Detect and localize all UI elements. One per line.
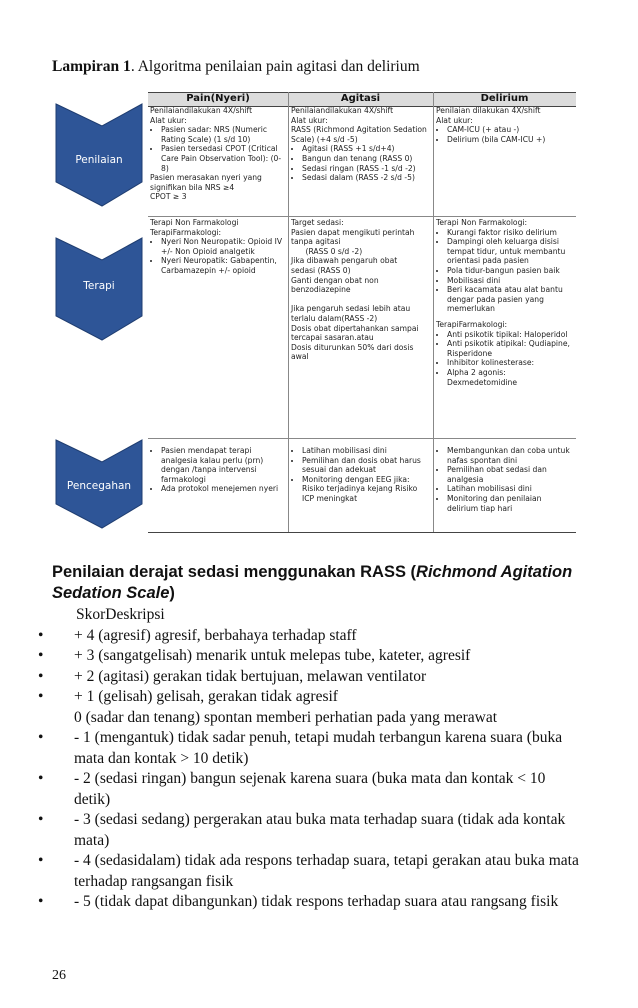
list-item: • Pemilihan dan dosis obat harus sesuai dan adekuat — [302, 456, 431, 475]
bullet-list — [436, 446, 574, 513]
cell-terapi-agitasi — [291, 218, 431, 362]
header-delirium: Delirium — [480, 93, 529, 104]
row-label-pencegahan: Pencegahan — [66, 480, 132, 492]
list-item: • Ada protokol menejemen nyeri — [161, 484, 286, 494]
page-number: 26 — [52, 968, 66, 983]
text-line: Target sedasi: — [291, 218, 344, 227]
list-item-text: + 4 (agresif) agresif, berbahaya terhadap staff — [74, 626, 357, 644]
text-line: (RASS 0 s/d -2) — [291, 246, 363, 256]
list-item: • Nyeri Neuropatik: Gabapentin, Carbamazepin +/- opioid — [161, 256, 286, 275]
list-item-text: - 3 (sedasi sedang) pergerakan atau buka mata terhadap suara (tidak ada kontak mata) — [74, 811, 566, 849]
section-title — [52, 562, 582, 604]
text-line: Pasien dapat mengikuti perintah — [291, 227, 415, 237]
list-item — [36, 851, 581, 892]
list-item: • CAM-ICU (+ atau -) — [447, 125, 574, 135]
text-line: Alat ukur: — [291, 115, 328, 125]
list-item: • Alpha 2 agonis: Dexmedetomidine — [447, 368, 574, 387]
list-item-text: + 3 (sangatgelisah) menarik untuk melepas tube, kateter, agresif — [74, 647, 471, 664]
text-line: terlalu dalam(RASS -2) — [291, 313, 378, 323]
row-divider — [148, 216, 576, 217]
text-line: Dosis obat dipertahankan sampai — [291, 323, 419, 333]
list-item: • Sedasi dalam (RASS -2 s/d -5) — [302, 173, 431, 183]
bullet: • — [38, 688, 44, 705]
list-item-text: - 2 (sedasi ringan) bangun sejenak karena suara (buka mata dan kontak < 10 detik) — [74, 770, 546, 808]
rass-header-text: SkorDeskripsi — [76, 606, 165, 623]
text-line: CPOT ≥ 3 — [150, 192, 187, 202]
text-line: benzodiazepine — [291, 285, 351, 295]
bullet-list — [150, 446, 286, 494]
cell-penilaian-agitasi — [291, 106, 431, 183]
list-item — [36, 667, 581, 688]
header-pain: Pain(Nyeri) — [186, 93, 250, 104]
bullet: • — [38, 647, 44, 664]
list-item — [36, 810, 581, 851]
section-title-italic: Richmond Agitation Sedation Scale — [52, 563, 573, 602]
text-line: tanpa agitasi — [291, 237, 341, 247]
section-title-part: ) — [169, 584, 175, 602]
list-item: • Pola tidur-bangun pasien baik — [447, 266, 574, 276]
row-divider — [148, 438, 576, 439]
text-line: Penilaiandilakukan 4X/shift — [291, 106, 394, 115]
list-item-text: - 5 (tidak dapat dibangunkan) tidak respons terhadap suara atau rangsang fisik — [74, 893, 559, 910]
cell-penilaian-pain — [150, 106, 286, 202]
list-item: • Nyeri Non Neuropatik: Opioid IV +/- Non Opioid analgetik — [161, 237, 286, 256]
list-item: • Inhibitor kolinesterase: — [447, 358, 574, 368]
list-item: • Anti psikotik atipikal: Qudiapine, Risperidone — [447, 339, 574, 358]
text-line: Terapi Non Farmakologi — [150, 218, 239, 227]
bullet-list — [291, 446, 431, 504]
list-item: • Membangunkan dan coba untuk nafas spontan dini — [447, 446, 574, 465]
list-item: • Anti psikotik tipikal: Haloperidol — [447, 330, 574, 340]
text-line: Pasien merasakan nyeri yang signifikan bila NRS ≥4 — [150, 173, 262, 192]
text-line: TerapiFarmakologi: — [436, 319, 508, 329]
bullet-list — [436, 330, 574, 388]
list-item — [36, 769, 581, 810]
text-line: TerapiFarmakologi: — [150, 227, 222, 237]
list-item: • Agitasi (RASS +1 s/d+4) — [302, 144, 431, 154]
bullet: • — [38, 893, 44, 910]
list-item-text: - 4 (sedasidalam) tidak ada respons terhadap suara, tetapi gerakan atau buka mata terhadap rangsangan fisik — [74, 852, 579, 890]
text-line: Jika dibawah pengaruh obat — [291, 256, 398, 266]
list-item — [36, 892, 581, 913]
bullet: • — [38, 667, 44, 685]
list-item — [36, 626, 581, 647]
text-line: RASS (Richmond Agitation Sedation Scale) (+4 s/d -5) — [291, 125, 427, 144]
list-item — [36, 708, 581, 729]
text-line: Terapi Non Farmakologi: — [436, 218, 528, 227]
row-label-terapi: Terapi — [83, 280, 115, 292]
column-divider — [288, 92, 289, 532]
bullet-list — [150, 237, 286, 275]
bullet-list — [436, 228, 574, 314]
text-line: sedasi (RASS 0) — [291, 265, 351, 275]
section-title-part: Penilaian derajat sedasi menggunakan RASS ( — [52, 563, 417, 581]
list-item: • Dampingi oleh keluarga disisi tempat tidur, untuk membantu orientasi pada pasien — [447, 237, 574, 266]
bullet-list — [291, 144, 431, 182]
list-item: • Monitoring dan penilaian delirium tiap hari — [447, 494, 574, 513]
list-item-text: + 1 (gelisah) gelisah, gerakan tidak agresif — [74, 688, 338, 705]
list-item: • Monitoring dengan EEG jika: Risiko terjadinya kejang Risiko ICP meningkat — [302, 475, 431, 504]
list-item: • Pasien sadar: NRS (Numeric Rating Scale) (1 s/d 10) — [161, 125, 286, 144]
cell-pencegahan-pain — [150, 446, 286, 494]
list-item: • Delirium (bila CAM-ICU +) — [447, 135, 574, 145]
text-line: tercapai sasaran.atau — [291, 333, 374, 343]
text-line — [291, 295, 431, 305]
table-bottom-border — [148, 532, 576, 533]
cell-terapi-delirium — [436, 218, 574, 387]
caption-text: . Algoritma penilaian pain agitasi dan delirium — [130, 58, 420, 75]
list-item: • Mobilisasi dini — [447, 276, 574, 286]
bullet-list — [436, 125, 574, 144]
list-item: • Latihan mobilisasi dini — [447, 484, 574, 494]
list-item: • Beri kacamata atau alat bantu dengar pada pasien yang memerlukan — [447, 285, 574, 314]
text-line: Alat ukur: — [150, 115, 187, 125]
list-item — [36, 728, 581, 769]
text-line: Penilaiandilakukan 4X/shift — [150, 106, 253, 115]
text-line: awal — [291, 352, 309, 362]
cell-terapi-pain — [150, 218, 286, 276]
row-label-penilaian: Penilaian — [75, 154, 123, 166]
bullet: • — [38, 626, 44, 644]
list-item: • Pasien mendapat terapi analgesia kalau perlu (prn) dengan /tanpa intervensi farmakologi — [161, 446, 286, 484]
bullet: • — [38, 729, 44, 746]
text-line: Alat ukur: — [436, 115, 473, 125]
list-item: • Bangun dan tenang (RASS 0) — [302, 154, 431, 164]
caption-label: Lampiran 1 — [52, 58, 131, 75]
figure-caption — [52, 58, 420, 76]
list-item-text: 0 (sadar dan tenang) spontan memberi perhatian pada yang merawat — [74, 708, 498, 726]
list-item: • Latihan mobilisasi dini — [302, 446, 431, 456]
header-agitasi: Agitasi — [340, 93, 381, 104]
rass-header — [36, 605, 581, 626]
text-line: Jika pengaruh sedasi lebih atau — [291, 304, 411, 314]
cell-pencegahan-agitasi — [291, 446, 431, 504]
list-item: • Pasien tersedasi CPOT (Critical Care Pain Observation Tool): (0-8) — [161, 144, 286, 173]
bullet: • — [38, 811, 44, 828]
bullet: • — [38, 770, 44, 787]
column-divider — [433, 92, 434, 532]
list-item: • Kurangi faktor risiko delirium — [447, 228, 574, 238]
bullet — [36, 708, 74, 729]
list-item-text: + 2 (agitasi) gerakan tidak bertujuan, melawan ventilator — [74, 667, 427, 685]
text-line: Dosis diturunkan 50% dari dosis — [291, 342, 414, 352]
text-line: Ganti dengan obat non — [291, 275, 379, 285]
algorithm-table — [52, 88, 576, 533]
list-item — [36, 646, 581, 667]
cell-pencegahan-delirium — [436, 446, 574, 513]
list-item: • Sedasi ringan (RASS -1 s/d -2) — [302, 164, 431, 174]
rass-list — [36, 605, 581, 913]
list-item-text: - 1 (mengantuk) tidak sadar penuh, tetapi mudah terbangun karena suara (buka mata dan kontak > 10 detik) — [74, 729, 563, 767]
list-item: • Pemilihan obat sedasi dan analgesia — [447, 465, 574, 484]
cell-penilaian-delirium — [436, 106, 574, 144]
bullet-list — [150, 125, 286, 173]
list-item — [36, 687, 581, 708]
bullet: • — [38, 852, 44, 869]
text-line: Penilaian dilakukan 4X/shift — [436, 106, 541, 115]
